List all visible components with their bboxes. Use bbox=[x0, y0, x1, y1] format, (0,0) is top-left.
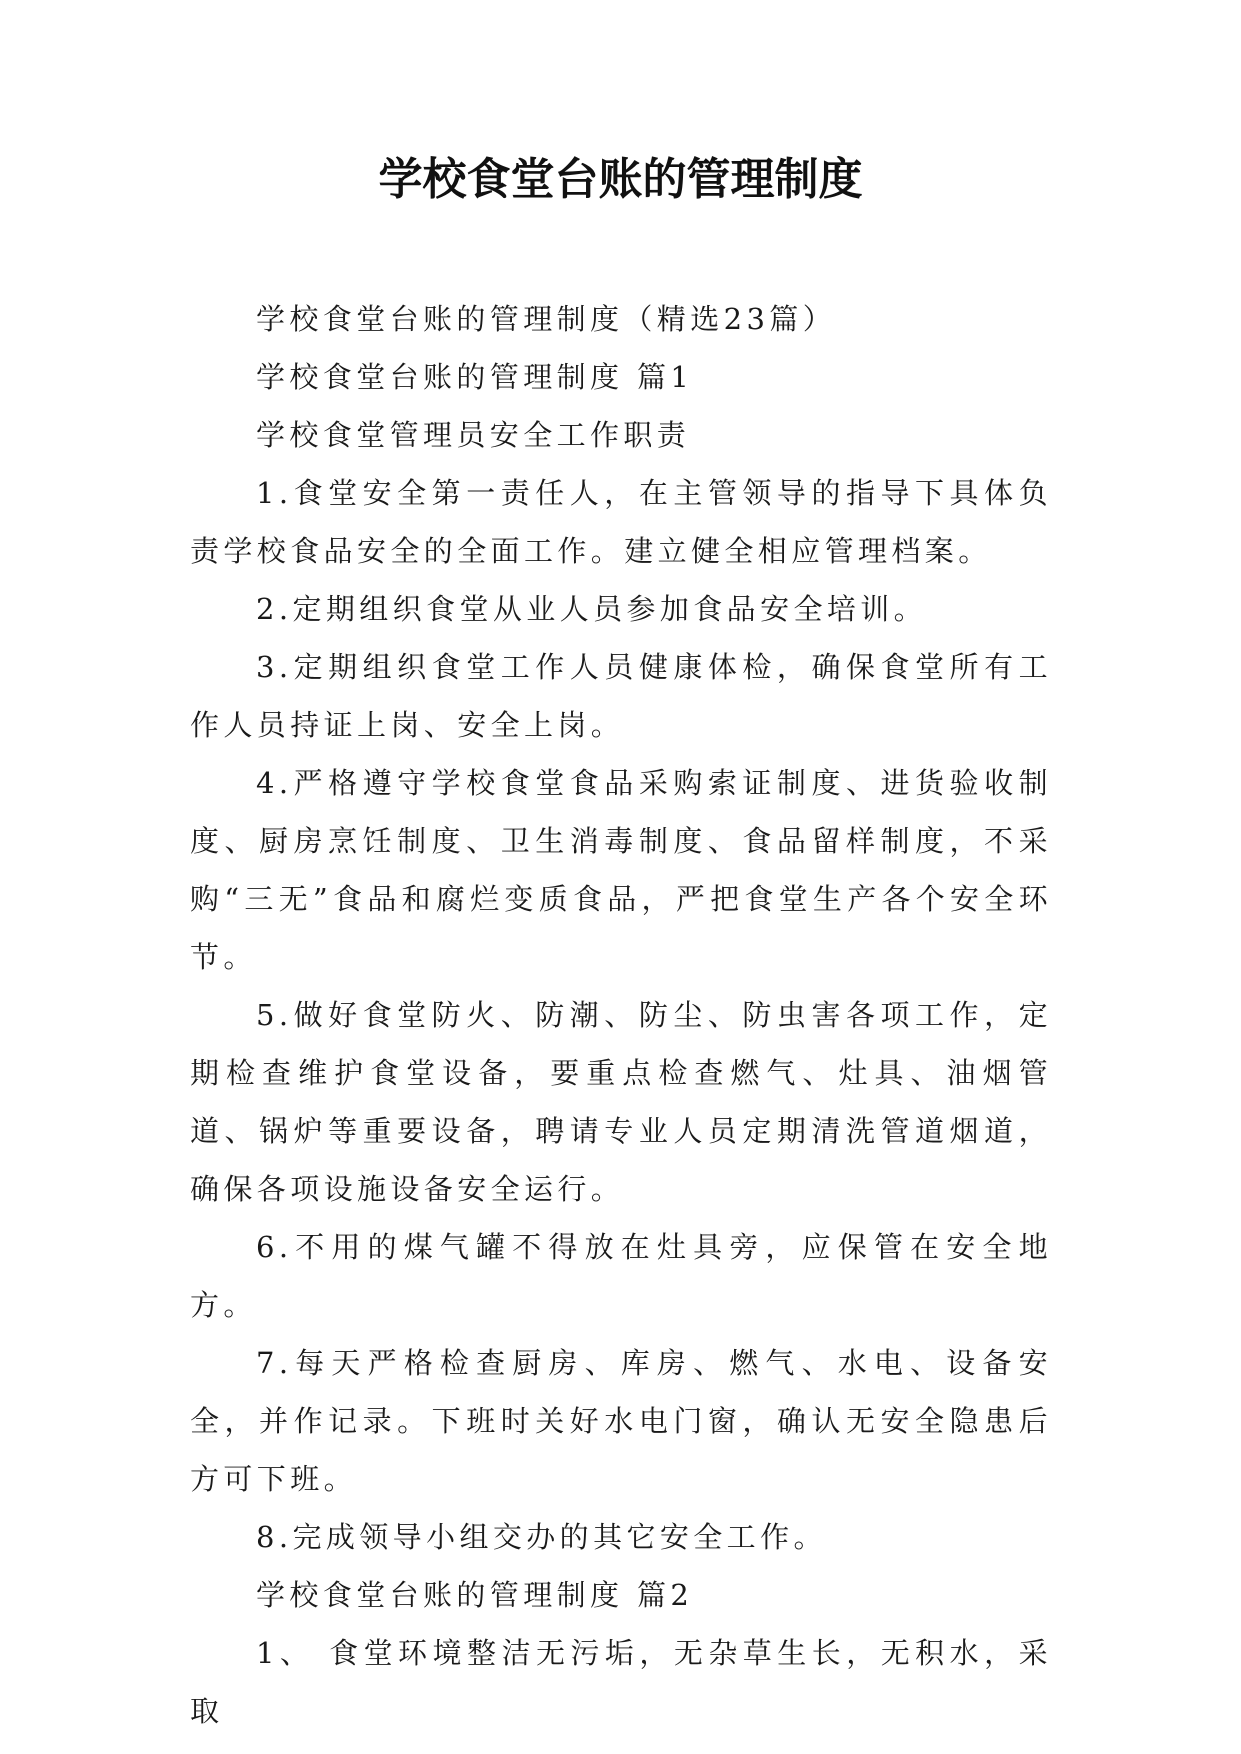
duty-item-1: 1.食堂安全第一责任人，在主管领导的指导下具体负责学校食品安全的全面工作。建立健全相应管理档案。 bbox=[190, 476, 1052, 568]
duty-item-5: 5.做好食堂防火、防潮、防尘、防虫害各项工作，定期检查维护食堂设备，要重点检查燃气、灶具、油烟管道、锅炉等重要设备，聘请专业人员定期清洗管道烟道，确保各项设施设备安全运行。 bbox=[190, 998, 1052, 1206]
section-heading-1: 学校食堂台账的管理制度 篇1 bbox=[256, 360, 694, 394]
document-title: 学校食堂台账的管理制度 bbox=[378, 154, 863, 205]
duty-heading: 学校食堂管理员安全工作职责 bbox=[256, 418, 691, 452]
duty-item-4: 4.严格遵守学校食堂食品采购索证制度、进货验收制度、厨房烹饪制度、卫生消毒制度、食品留样制度，不采购“三无”食品和腐烂变质食品，严把食堂生产各个安全环节。 bbox=[190, 766, 1052, 974]
duty-item-3: 3.定期组织食堂工作人员健康体检，确保食堂所有工作人员持证上岗、安全上岗。 bbox=[190, 650, 1052, 742]
duty-item-7: 7.每天严格检查厨房、库房、燃气、水电、设备安全，并作记录。下班时关好水电门窗，确认无安全隐患后方可下班。 bbox=[190, 1346, 1052, 1496]
duty-item-6: 6.不用的煤气罐不得放在灶具旁，应保管在安全地方。 bbox=[190, 1230, 1052, 1322]
section2-item-1: 1、 食堂环境整洁无污垢，无杂草生长，无积水，采取 bbox=[190, 1636, 1052, 1728]
duty-item-8: 8.完成领导小组交办的其它安全工作。 bbox=[256, 1520, 827, 1554]
document-body bbox=[190, 290, 1052, 1740]
section-heading-2: 学校食堂台账的管理制度 篇2 bbox=[256, 1578, 694, 1612]
duty-item-2: 2.定期组织食堂从业人员参加食品安全培训。 bbox=[256, 592, 928, 626]
subtitle-paragraph: 学校食堂台账的管理制度（精选23篇） bbox=[256, 302, 837, 336]
